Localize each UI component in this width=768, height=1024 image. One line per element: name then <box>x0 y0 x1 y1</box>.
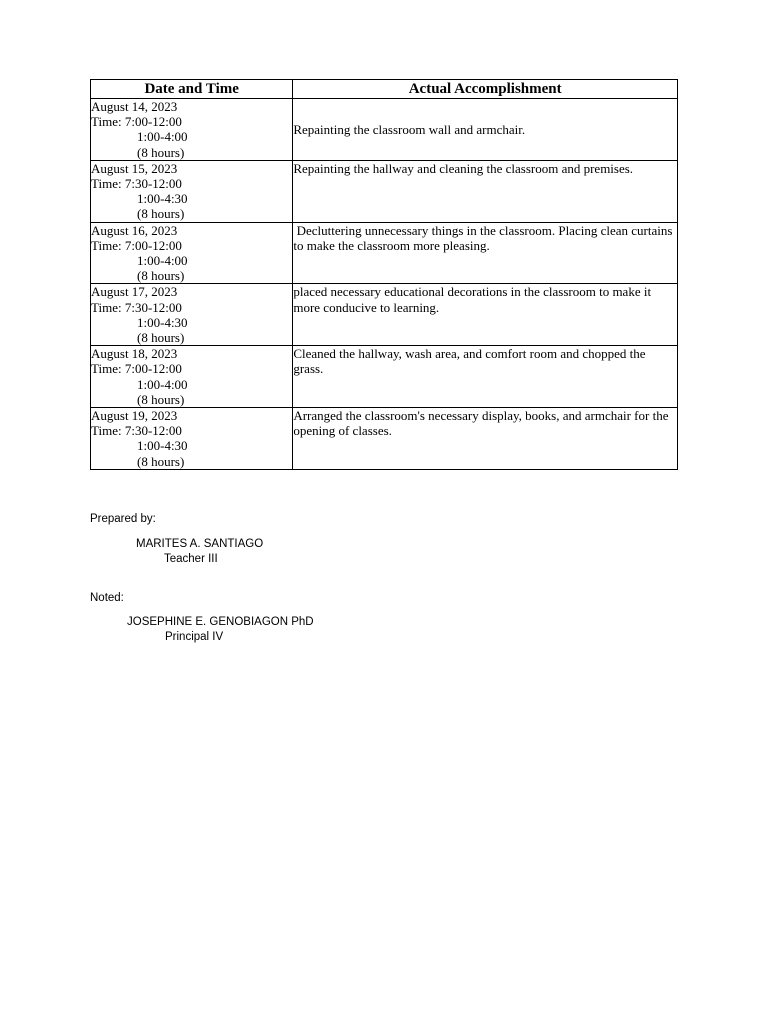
hours-text: (8 hours) <box>137 453 185 469</box>
hours-text: (8 hours) <box>137 330 185 346</box>
time-afternoon: 1:00-4:30 <box>137 314 188 330</box>
header-accomplishment: Actual Accomplishment <box>293 80 678 99</box>
noted-label: Noted: <box>90 592 124 604</box>
table-header-row <box>91 80 678 99</box>
accomplishment-cell: Decluttering unnecessary things in the classroom. Placing clean curtains to make the classroom more pleasing. <box>293 222 678 284</box>
time-morning: Time: 7:30-12:00 <box>91 299 182 315</box>
time-morning: Time: 7:00-12:00 <box>91 361 182 377</box>
table-row <box>91 99 678 161</box>
table-row <box>91 346 678 408</box>
table-row <box>91 222 678 284</box>
date-text: August 14, 2023 <box>91 99 178 114</box>
hours-text: (8 hours) <box>137 268 185 284</box>
header-date-time: Date and Time <box>91 80 293 99</box>
time-afternoon: 1:00-4:00 <box>137 129 188 145</box>
date-cell <box>91 222 293 284</box>
preparer-title: Teacher III <box>164 553 218 565</box>
date-cell <box>91 284 293 346</box>
date-cell <box>91 99 293 161</box>
date-cell <box>91 346 293 408</box>
time-morning: Time: 7:00-12:00 <box>91 237 182 253</box>
accomplishment-cell: Arranged the classroom's necessary display, books, and armchair for the opening of classes. <box>293 408 678 470</box>
time-afternoon: 1:00-4:30 <box>137 191 188 207</box>
date-text: August 19, 2023 <box>91 408 178 424</box>
time-afternoon: 1:00-4:00 <box>137 253 188 269</box>
noter-title: Principal IV <box>165 631 224 643</box>
prepared-by-label: Prepared by: <box>90 513 156 525</box>
table-row <box>91 408 678 470</box>
date-text: August 17, 2023 <box>91 284 178 300</box>
time-morning: Time: 7:30-12:00 <box>91 176 182 192</box>
preparer-name: MARITES A. SANTIAGO <box>136 538 264 550</box>
accomplishment-cell: Repainting the hallway and cleaning the classroom and premises. <box>293 160 678 222</box>
date-text: August 15, 2023 <box>91 160 178 176</box>
date-cell <box>91 408 293 470</box>
time-morning: Time: 7:00-12:00 <box>91 114 182 130</box>
accomplishment-cell: Cleaned the hallway, wash area, and comfort room and chopped the grass. <box>293 346 678 408</box>
time-afternoon: 1:00-4:30 <box>137 438 188 454</box>
time-afternoon: 1:00-4:00 <box>137 376 188 392</box>
noter-name: JOSEPHINE E. GENOBIAGON PhD <box>127 616 314 628</box>
accomplishment-cell: placed necessary educational decorations in the classroom to make it more conducive to learning. <box>293 284 678 346</box>
hours-text: (8 hours) <box>137 391 185 407</box>
table-row <box>91 284 678 346</box>
accomplishment-table <box>90 79 678 470</box>
date-text: August 18, 2023 <box>91 346 178 362</box>
table-row <box>91 160 678 222</box>
date-text: August 16, 2023 <box>91 222 178 238</box>
date-cell <box>91 160 293 222</box>
time-morning: Time: 7:30-12:00 <box>91 423 182 439</box>
hours-text: (8 hours) <box>137 144 185 160</box>
hours-text: (8 hours) <box>137 206 185 222</box>
accomplishment-cell: Repainting the classroom wall and armchair. <box>293 99 678 161</box>
